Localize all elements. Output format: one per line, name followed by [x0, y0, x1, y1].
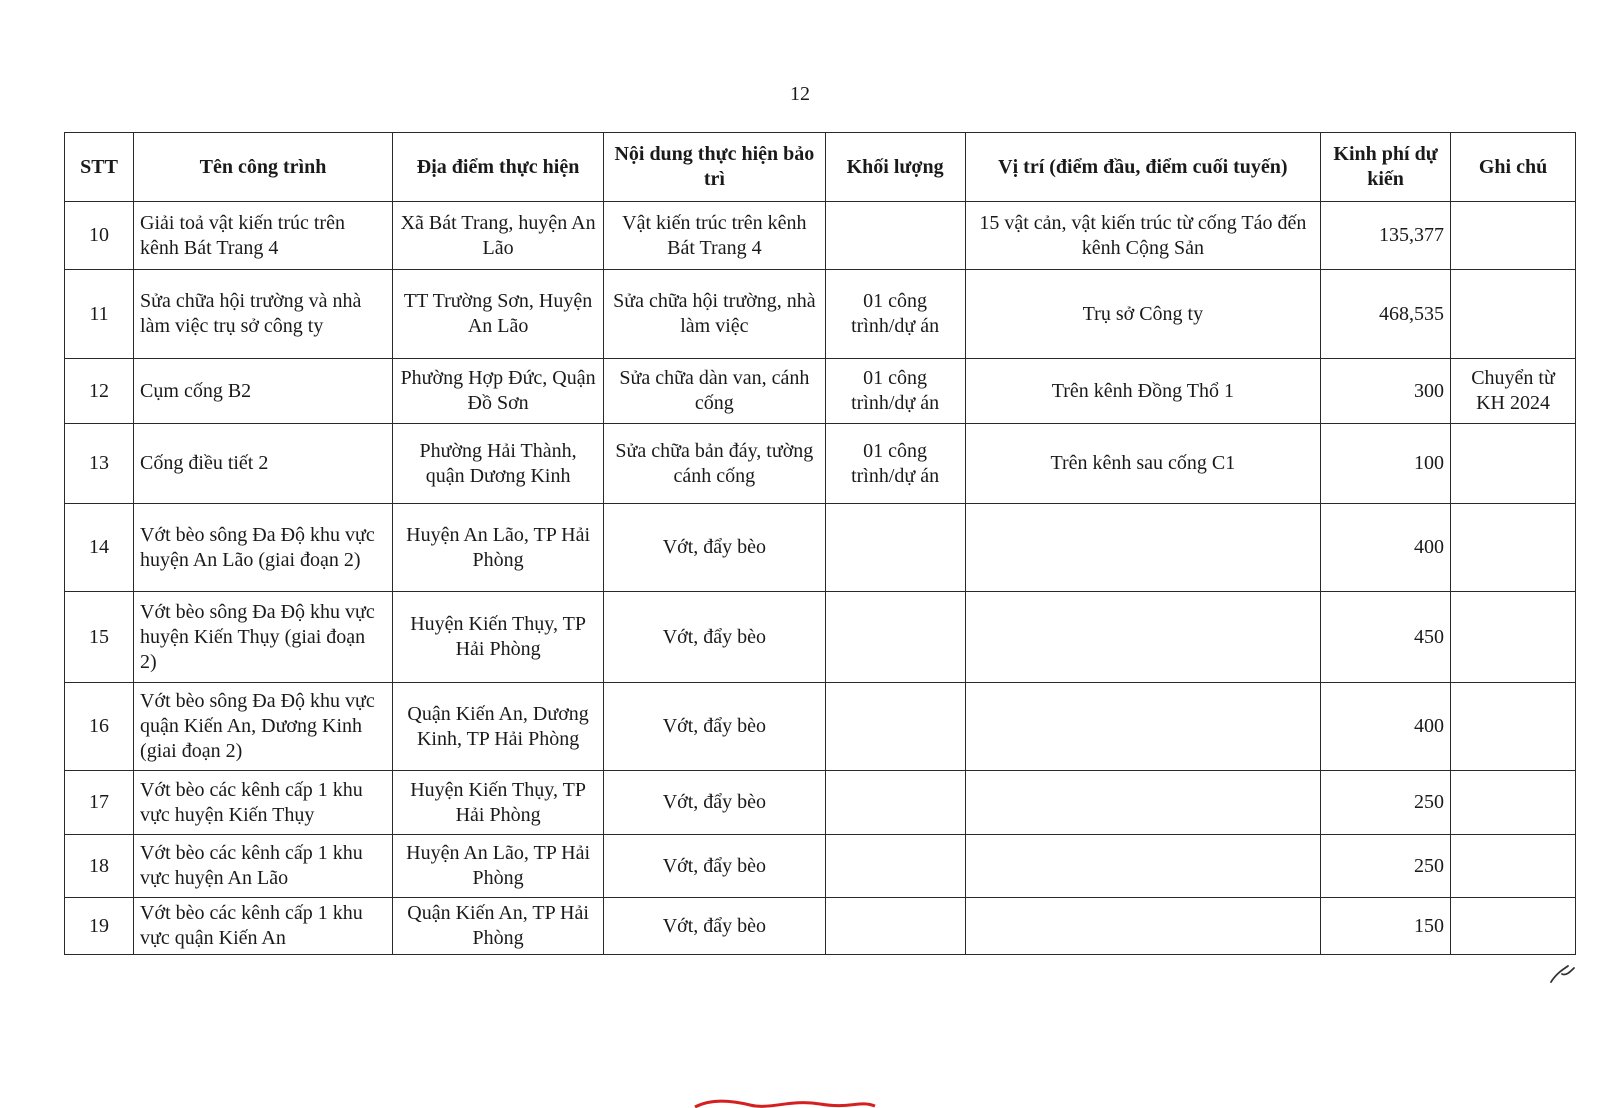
table-row [65, 835, 1576, 898]
table-row [65, 592, 1576, 683]
cell-content: Vớt, đẩy bèo [604, 683, 825, 771]
header-place: Địa điểm thực hiện [392, 133, 603, 202]
page-number: 12 [790, 83, 810, 105]
maintenance-plan-table [64, 132, 1576, 955]
cell-note [1451, 424, 1576, 504]
cell-cost: 400 [1321, 683, 1451, 771]
cell-note [1451, 270, 1576, 359]
header-content: Nội dung thực hiện bảo trì [604, 133, 825, 202]
header-row [65, 133, 1576, 202]
cell-location: Trụ sở Công ty [965, 270, 1320, 359]
cell-volume [825, 683, 965, 771]
cell-content: Sửa chữa dàn van, cánh cống [604, 359, 825, 424]
cell-stt: 14 [65, 504, 134, 592]
cell-name: Vớt bèo các kênh cấp 1 khu vực huyện Kiến Thụy [134, 771, 393, 835]
header-note: Ghi chú [1451, 133, 1576, 202]
cell-volume [825, 202, 965, 270]
cell-volume [825, 592, 965, 683]
header-volume: Khối lượng [825, 133, 965, 202]
header-location: Vị trí (điểm đầu, điểm cuối tuyến) [965, 133, 1320, 202]
table-row [65, 771, 1576, 835]
cell-content: Sửa chữa bản đáy, tường cánh cống [604, 424, 825, 504]
cell-name: Vớt bèo sông Đa Độ khu vực huyện An Lão (giai đoạn 2) [134, 504, 393, 592]
cell-volume: 01 công trình/dự án [825, 270, 965, 359]
cell-note: Chuyển từ KH 2024 [1451, 359, 1576, 424]
cell-volume: 01 công trình/dự án [825, 424, 965, 504]
cell-place: Huyện An Lão, TP Hải Phòng [392, 504, 603, 592]
cell-location [965, 504, 1320, 592]
table-row [65, 504, 1576, 592]
cell-place: Quận Kiến An, Dương Kinh, TP Hải Phòng [392, 683, 603, 771]
cell-name: Giải toả vật kiến trúc trên kênh Bát Trang 4 [134, 202, 393, 270]
cell-location [965, 835, 1320, 898]
cell-cost: 400 [1321, 504, 1451, 592]
cell-cost: 100 [1321, 424, 1451, 504]
cell-note [1451, 835, 1576, 898]
cell-stt: 11 [65, 270, 134, 359]
cell-content: Vớt, đẩy bèo [604, 771, 825, 835]
header-name: Tên công trình [134, 133, 393, 202]
cell-place: Quận Kiến An, TP Hải Phòng [392, 898, 603, 955]
red-stamp-edge [690, 1097, 880, 1108]
cell-volume [825, 835, 965, 898]
cell-stt: 17 [65, 771, 134, 835]
cell-place: Phường Hải Thành, quận Dương Kinh [392, 424, 603, 504]
cell-place: Huyện Kiến Thụy, TP Hải Phòng [392, 592, 603, 683]
cell-location: Trên kênh Đồng Thổ 1 [965, 359, 1320, 424]
cell-note [1451, 771, 1576, 835]
cell-cost: 468,535 [1321, 270, 1451, 359]
cell-stt: 12 [65, 359, 134, 424]
cell-volume [825, 504, 965, 592]
table-row [65, 270, 1576, 359]
cell-content: Vật kiến trúc trên kênh Bát Trang 4 [604, 202, 825, 270]
cell-location [965, 683, 1320, 771]
handwritten-initial-mark [1548, 960, 1578, 990]
cell-cost: 150 [1321, 898, 1451, 955]
cell-location: 15 vật cản, vật kiến trúc từ cống Táo đến kênh Cộng Sản [965, 202, 1320, 270]
cell-cost: 250 [1321, 835, 1451, 898]
cell-stt: 16 [65, 683, 134, 771]
cell-note [1451, 592, 1576, 683]
cell-stt: 19 [65, 898, 134, 955]
table-header [65, 133, 1576, 202]
cell-location [965, 592, 1320, 683]
table-row [65, 424, 1576, 504]
cell-name: Vớt bèo các kênh cấp 1 khu vực huyện An Lão [134, 835, 393, 898]
header-stt: STT [65, 133, 134, 202]
table-row [65, 202, 1576, 270]
cell-location: Trên kênh sau cống C1 [965, 424, 1320, 504]
cell-note [1451, 504, 1576, 592]
cell-volume [825, 771, 965, 835]
cell-content: Vớt, đẩy bèo [604, 835, 825, 898]
cell-content: Vớt, đẩy bèo [604, 592, 825, 683]
cell-name: Vớt bèo sông Đa Độ khu vực huyện Kiến Thụy (giai đoạn 2) [134, 592, 393, 683]
cell-cost: 450 [1321, 592, 1451, 683]
cell-stt: 18 [65, 835, 134, 898]
cell-name: Vớt bèo sông Đa Độ khu vực quận Kiến An, Dương Kinh (giai đoạn 2) [134, 683, 393, 771]
cell-location [965, 771, 1320, 835]
cell-name: Sửa chữa hội trường và nhà làm việc trụ sở công ty [134, 270, 393, 359]
cell-place: TT Trường Sơn, Huyện An Lão [392, 270, 603, 359]
cell-location [965, 898, 1320, 955]
cell-volume: 01 công trình/dự án [825, 359, 965, 424]
cell-note [1451, 202, 1576, 270]
cell-name: Cống điều tiết 2 [134, 424, 393, 504]
header-cost: Kinh phí dự kiến [1321, 133, 1451, 202]
table-row [65, 898, 1576, 955]
table-row [65, 683, 1576, 771]
cell-cost: 300 [1321, 359, 1451, 424]
cell-content: Sửa chữa hội trường, nhà làm việc [604, 270, 825, 359]
cell-stt: 10 [65, 202, 134, 270]
cell-place: Xã Bát Trang, huyện An Lão [392, 202, 603, 270]
cell-note [1451, 898, 1576, 955]
cell-place: Huyện Kiến Thụy, TP Hải Phòng [392, 771, 603, 835]
cell-stt: 13 [65, 424, 134, 504]
cell-content: Vớt, đẩy bèo [604, 504, 825, 592]
cell-note [1451, 683, 1576, 771]
cell-name: Cụm cống B2 [134, 359, 393, 424]
cell-cost: 135,377 [1321, 202, 1451, 270]
cell-content: Vớt, đẩy bèo [604, 898, 825, 955]
cell-stt: 15 [65, 592, 134, 683]
cell-volume [825, 898, 965, 955]
cell-name: Vớt bèo các kênh cấp 1 khu vực quận Kiến An [134, 898, 393, 955]
table-body [65, 202, 1576, 955]
cell-place: Huyện An Lão, TP Hải Phòng [392, 835, 603, 898]
cell-place: Phường Hợp Đức, Quận Đồ Sơn [392, 359, 603, 424]
table-row [65, 359, 1576, 424]
cell-cost: 250 [1321, 771, 1451, 835]
